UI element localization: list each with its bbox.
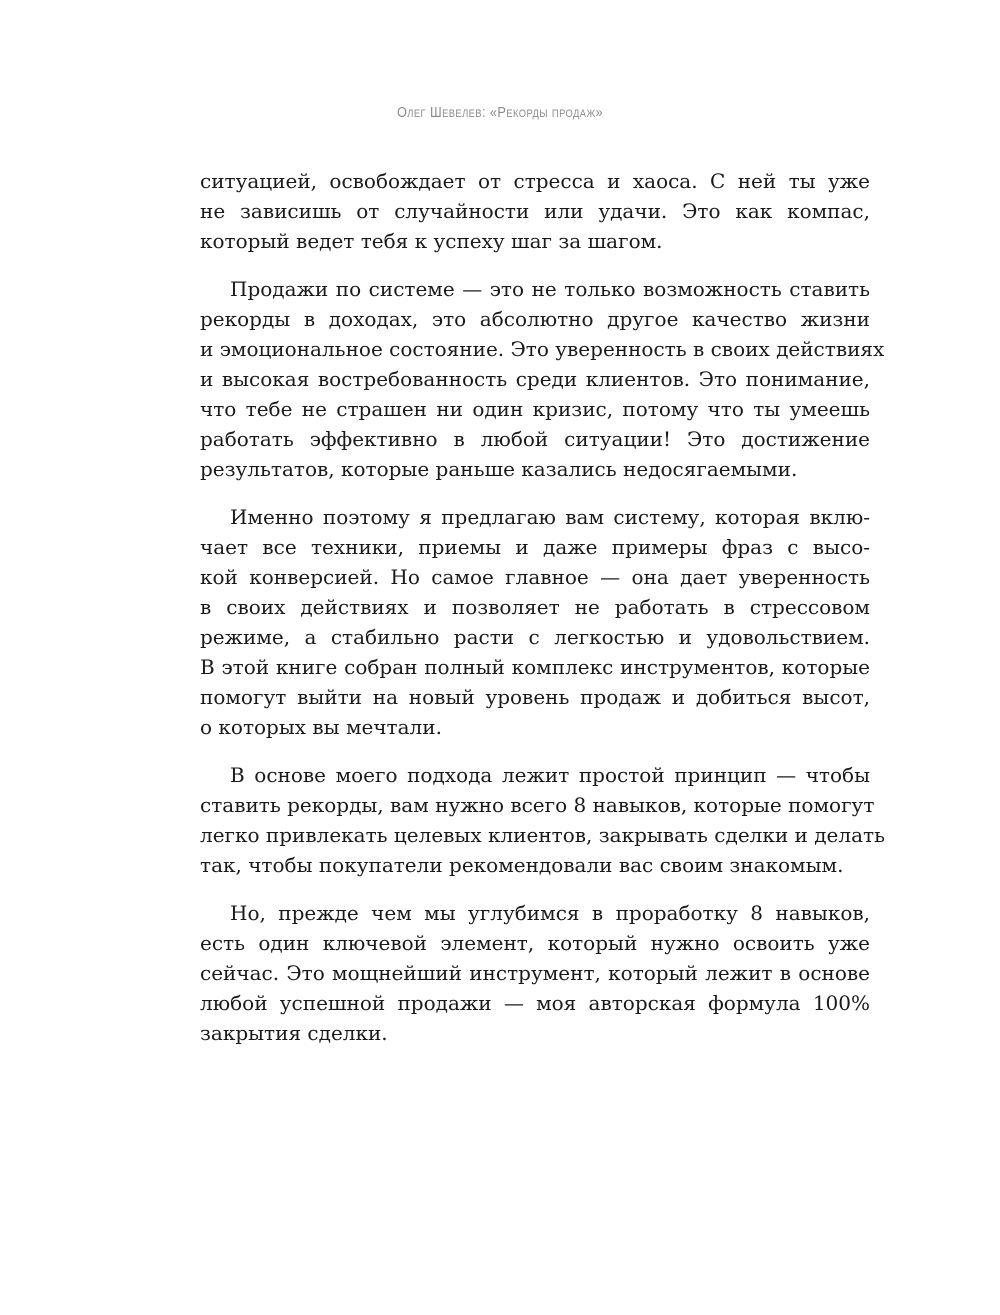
text-line: ставить рекорды, вам нужно всего 8 навыков, которые помогут <box>200 793 875 817</box>
text-line: Но, прежде чем мы углубимся в проработку 8 навыков, <box>230 901 870 925</box>
text-line: который ведет тебя к успеху шаг за шагом. <box>200 229 663 253</box>
text-line: кой конверсией. Но самое главное — она дает уверенность <box>200 565 870 589</box>
text-line: в своих действиях и позволяет не работать в стрессовом <box>200 595 870 619</box>
paragraph <box>200 166 870 256</box>
text-line: помогут выйти на новый уровень продаж и добиться высот, <box>200 685 870 709</box>
text-line: Именно поэтому я предлагаю вам систему, которая вклю- <box>230 505 870 529</box>
text-line: результатов, которые раньше казались недосягаемыми. <box>200 457 798 481</box>
text-line: закрытия сделки. <box>200 1021 388 1045</box>
text-line: чает все техники, приемы и даже примеры фраз с высо- <box>200 535 870 559</box>
text-line: ситуацией, освобождает от стресса и хаоса. С ней ты уже <box>200 169 870 193</box>
text-line: не зависишь от случайности или удачи. Это как компас, <box>200 199 870 223</box>
text-line: есть один ключевой элемент, который нужно освоить уже <box>200 931 870 955</box>
page-body <box>200 166 885 1066</box>
text-line: так, чтобы покупатели рекомендовали вас своим знакомым. <box>200 853 844 877</box>
text-line: и эмоциональное состояние. Это уверенность в своих действиях <box>200 337 885 361</box>
text-line: любой успешной продажи — моя авторская формула 100% <box>200 991 870 1015</box>
text-line: режиме, а стабильно расти с легкостью и удовольствием. <box>200 625 870 649</box>
text-line: работать эффективно в любой ситуации! Это достижение <box>200 427 870 451</box>
text-line: Продажи по системе — это не только возможность ставить <box>230 277 870 301</box>
paragraph <box>200 760 885 880</box>
text-line: рекорды в доходах, это абсолютно другое качество жизни <box>200 307 870 331</box>
paragraph <box>200 274 885 484</box>
text-line: и высокая востребованность среди клиентов. Это понимание, <box>200 367 870 391</box>
running-header: Олег Шевелев: «Рекорды продаж» <box>396 104 604 121</box>
paragraph <box>200 502 870 742</box>
paragraph <box>200 898 870 1048</box>
text-line: о которых вы мечтали. <box>200 715 442 739</box>
text-line: легко привлекать целевых клиентов, закрывать сделки и делать <box>200 823 885 847</box>
text-line: В этой книге собран полный комплекс инструментов, которые <box>200 655 870 679</box>
text-line: что тебе не страшен ни один кризис, потому что ты умеешь <box>200 397 870 421</box>
text-line: В основе моего подхода лежит простой принцип — чтобы <box>230 763 870 787</box>
text-line: сейчас. Это мощнейший инструмент, который лежит в основе <box>200 961 870 985</box>
